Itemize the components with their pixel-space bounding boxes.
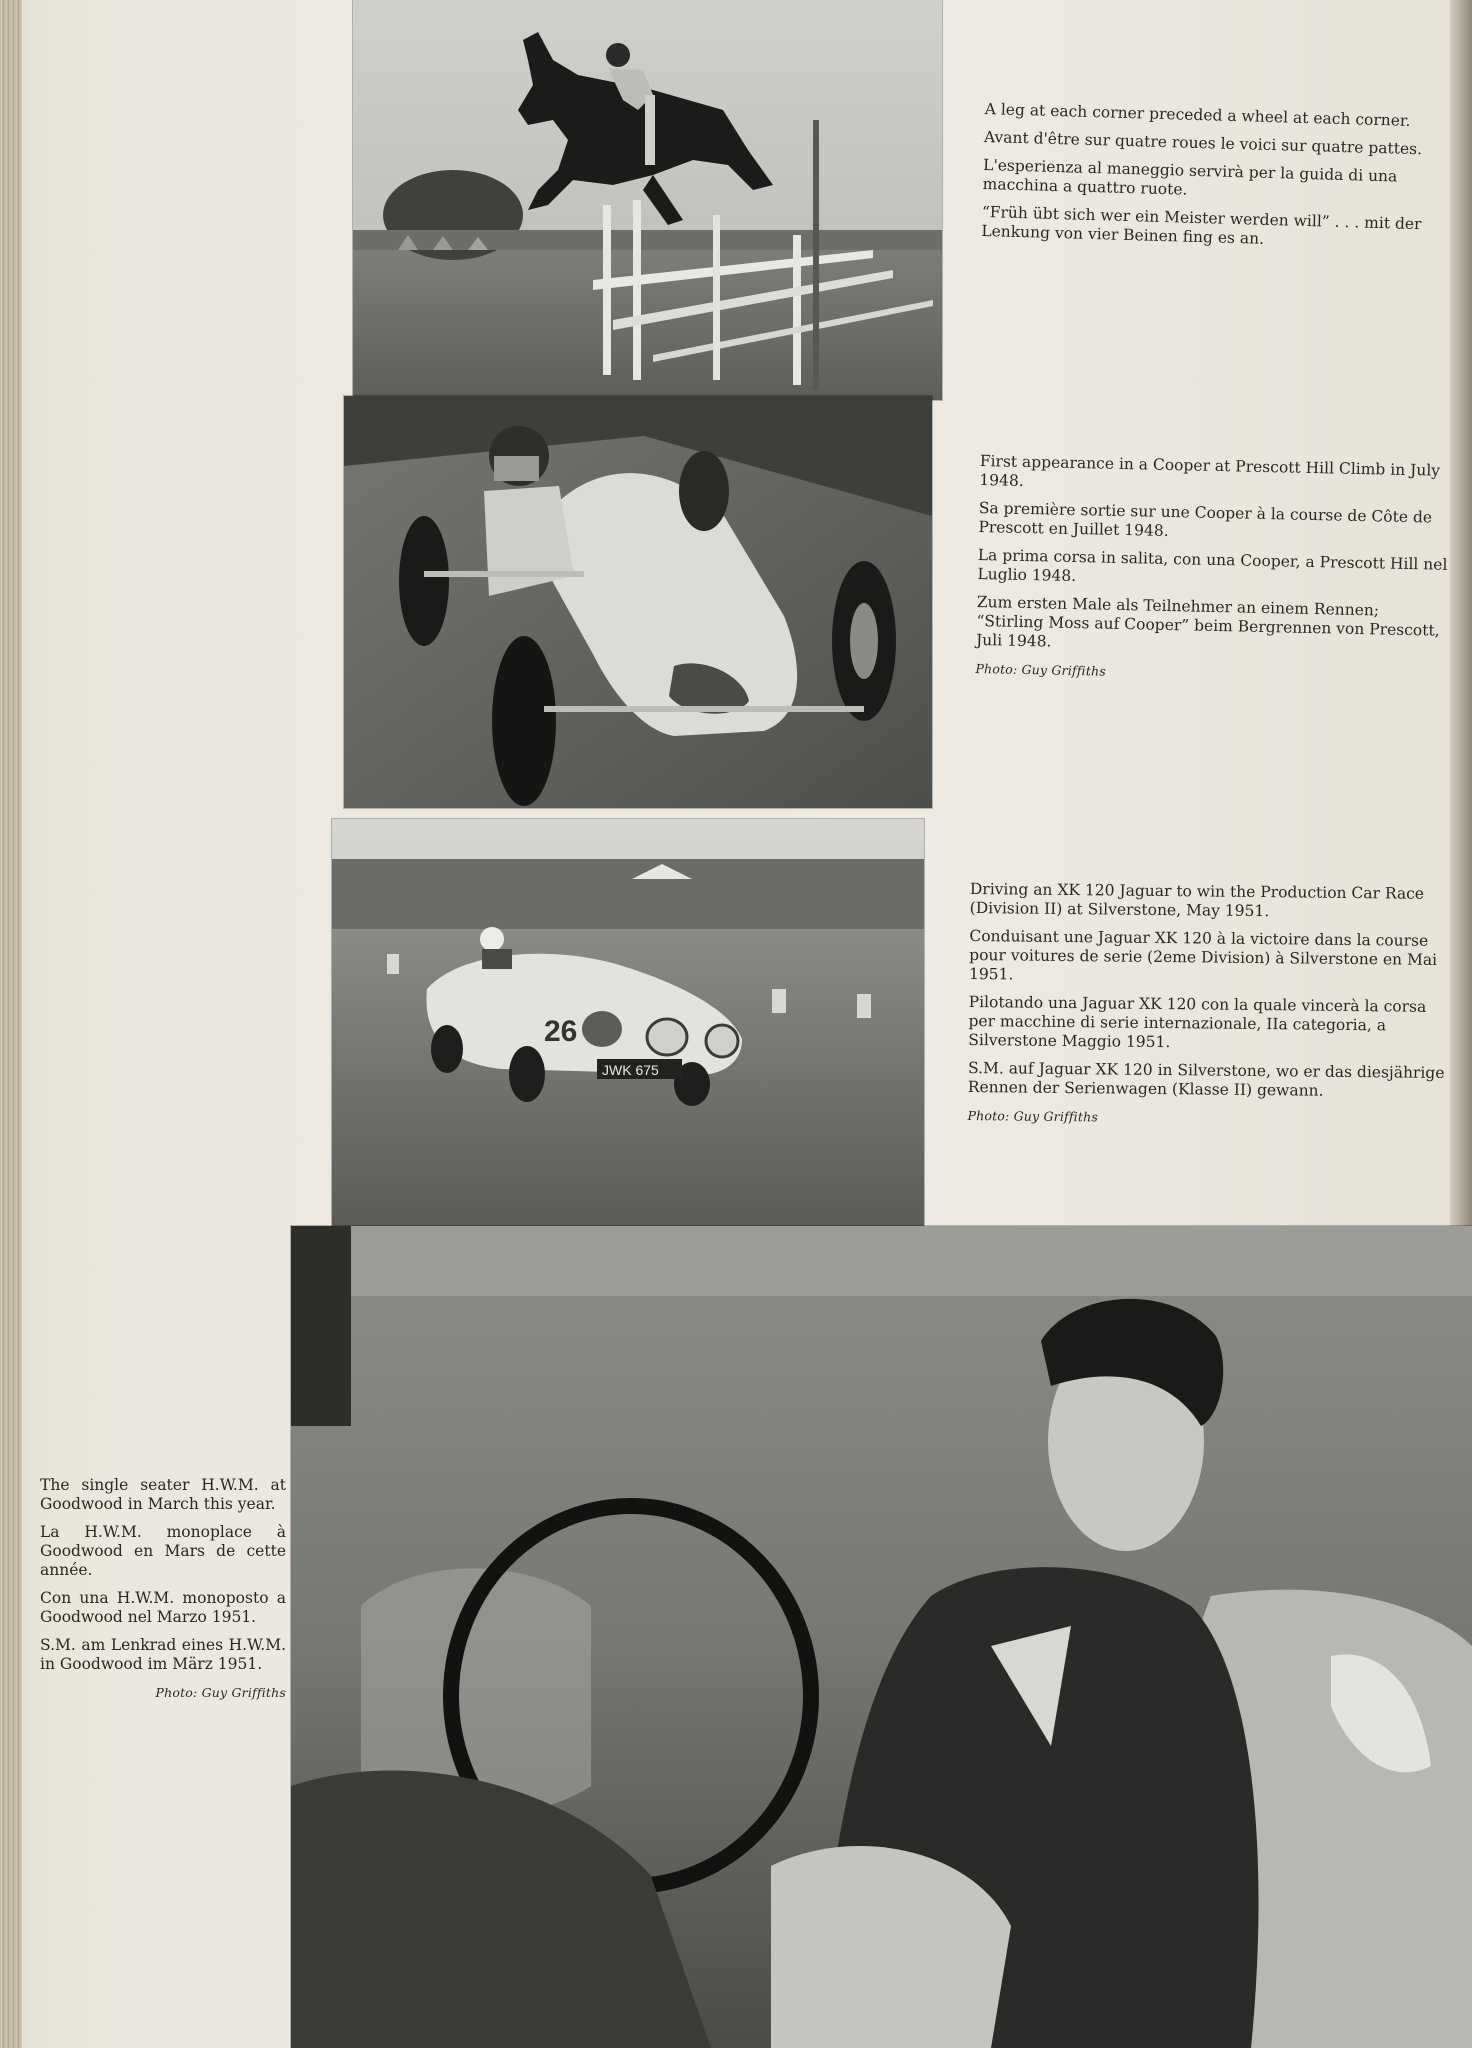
page-edges bbox=[0, 0, 22, 2048]
caption-hwm bbox=[40, 1476, 286, 1702]
license-plate: JWK 675 bbox=[602, 1062, 659, 1078]
caption-hwm-credit: Photo: Guy Griffiths bbox=[155, 1685, 286, 1700]
jaguar-xk120-photo bbox=[332, 819, 924, 1229]
caption-hwm-fr: La H.W.M. monoplace à Goodwood en Mars de cette année. bbox=[40, 1523, 286, 1579]
caption-jaguar-credit: Photo: Guy Griffiths bbox=[967, 1107, 1099, 1125]
caption-jaguar-en: Driving an XK 120 Jaguar to win the Production Car Race (Division II) at Silverstone, May 1951. bbox=[969, 880, 1425, 921]
caption-jaguar-it: Pilotando una Jaguar XK 120 con la quale vincerà la corsa per macchine di serie internazionale, IIa categoria, a Silverstone Maggio 1951. bbox=[968, 992, 1427, 1052]
caption-jaguar bbox=[967, 880, 1450, 1130]
caption-horse bbox=[981, 100, 1455, 263]
caption-jaguar-fr: Conduisant une Jaguar XK 120 à la victoire dans la course pour voitures de serie (2eme Division) à Silverstone en Mai 1951. bbox=[968, 926, 1438, 984]
caption-cooper-fr: Sa première sortie sur une Cooper à la course de Côte de Prescott en Juillet 1948. bbox=[978, 498, 1433, 540]
caption-horse-fr: Avant d'être sur quatre roues le voici sur quatre pattes. bbox=[983, 127, 1423, 159]
car-number: 26 bbox=[544, 1015, 578, 1048]
caption-cooper bbox=[975, 452, 1450, 688]
caption-horse-en: A leg at each corner preceded a wheel at each corner. bbox=[984, 100, 1411, 130]
caption-cooper-it: La prima corsa in salita, con una Cooper, a Prescott Hill nel Luglio 1948. bbox=[977, 545, 1448, 586]
hwm-goodwood-photo bbox=[291, 1226, 1472, 2048]
caption-hwm-en: The single seater H.W.M. at Goodwood in March this year. bbox=[40, 1476, 286, 1513]
cooper-prescott-photo bbox=[344, 396, 932, 808]
caption-cooper-en: First appearance in a Cooper at Prescott Hill Climb in July 1948. bbox=[979, 452, 1441, 490]
caption-cooper-credit: Photo: Guy Griffiths bbox=[975, 660, 1107, 679]
horse-jump-photo bbox=[353, 0, 942, 400]
caption-horse-it: L'esperienza al maneggio servirà per la guida di una macchina a quattro ruote. bbox=[982, 155, 1398, 199]
caption-horse-de: “Früh übt sich wer ein Meister werden will” . . . mit der Lenkung von vier Beinen fing es an. bbox=[981, 202, 1422, 248]
caption-hwm-it: Con una H.W.M. monoposto a Goodwood nel Marzo 1951. bbox=[40, 1589, 286, 1626]
caption-jaguar-de: S.M. auf Jaguar XK 120 in Silverstone, wo er das diesjährige Rennen der Serienwagen (Klasse II) gewann. bbox=[967, 1058, 1445, 1100]
caption-cooper-de: Zum ersten Male als Teilnehmer an einem Rennen; “Stirling Moss auf Cooper” beim Bergrennen von Prescott, Juli 1948. bbox=[975, 592, 1440, 651]
caption-hwm-de: S.M. am Lenkrad eines H.W.M. in Goodwood im März 1951. bbox=[40, 1636, 286, 1673]
